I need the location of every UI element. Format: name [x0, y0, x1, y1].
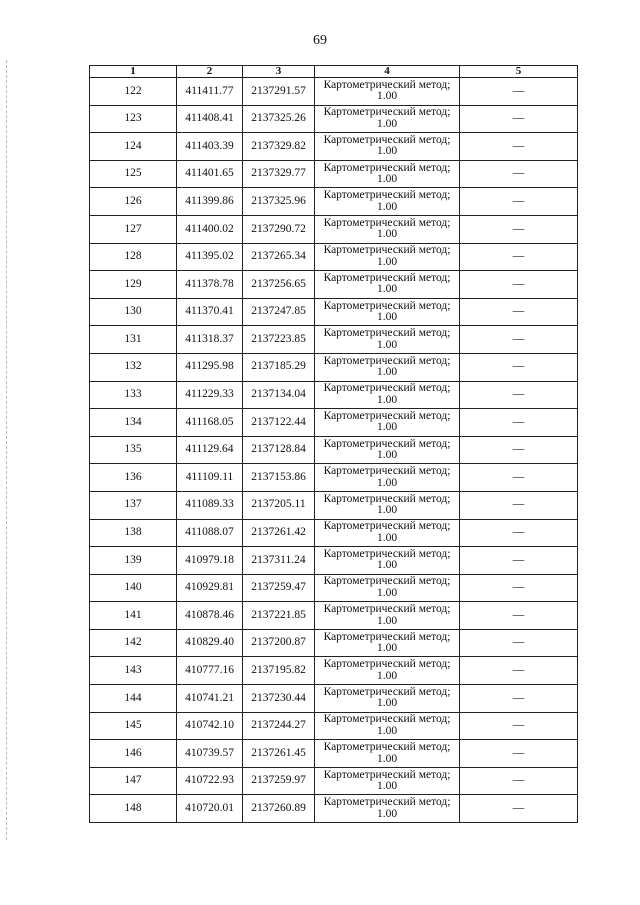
method-accuracy: 1.00	[376, 697, 398, 710]
column-5-cell: —	[460, 381, 578, 409]
column-5-cell: —	[460, 547, 578, 575]
method-accuracy: 1.00	[376, 228, 398, 241]
point-number-cell: 145	[90, 712, 177, 740]
x-coordinate-cell: 410929.81	[177, 574, 243, 602]
method-cell	[315, 215, 460, 243]
method-text: Картометрический метод;	[323, 658, 451, 671]
point-number-cell: 147	[90, 767, 177, 795]
method-cell	[315, 657, 460, 685]
table-row	[90, 629, 578, 657]
method-accuracy: 1.00	[376, 90, 398, 103]
table-row	[90, 740, 578, 768]
method-text: Картометрический метод;	[323, 409, 451, 422]
method-text: Картометрический метод;	[323, 768, 451, 781]
method-text: Картометрический метод;	[323, 575, 451, 588]
x-coordinate-cell: 410777.16	[177, 657, 243, 685]
y-coordinate-cell: 2137247.85	[243, 298, 315, 326]
y-coordinate-cell: 2137200.87	[243, 629, 315, 657]
method-cell	[315, 353, 460, 381]
method-accuracy: 1.00	[376, 393, 398, 406]
method-accuracy: 1.00	[376, 366, 398, 379]
method-cell	[315, 160, 460, 188]
method-text: Картометрический метод;	[323, 603, 451, 616]
coordinates-table	[89, 65, 578, 823]
y-coordinate-cell: 2137259.97	[243, 767, 315, 795]
method-text: Картометрический метод;	[323, 161, 451, 174]
table-row	[90, 436, 578, 464]
y-coordinate-cell: 2137153.86	[243, 464, 315, 492]
point-number-cell: 140	[90, 574, 177, 602]
method-accuracy: 1.00	[376, 200, 398, 213]
x-coordinate-cell: 410720.01	[177, 795, 243, 823]
table-row	[90, 215, 578, 243]
point-number-cell: 142	[90, 629, 177, 657]
method-cell	[315, 574, 460, 602]
method-cell	[315, 243, 460, 271]
method-cell	[315, 381, 460, 409]
point-number-cell: 131	[90, 326, 177, 354]
table-body	[90, 78, 578, 823]
method-accuracy: 1.00	[376, 752, 398, 765]
y-coordinate-cell: 2137325.26	[243, 105, 315, 133]
method-cell	[315, 271, 460, 299]
table-row	[90, 795, 578, 823]
table-row	[90, 326, 578, 354]
y-coordinate-cell: 2137134.04	[243, 381, 315, 409]
column-5-cell: —	[460, 409, 578, 437]
column-5-cell: —	[460, 657, 578, 685]
column-5-cell: —	[460, 491, 578, 519]
point-number-cell: 146	[90, 740, 177, 768]
method-text: Картометрический метод;	[323, 106, 451, 119]
x-coordinate-cell: 410742.10	[177, 712, 243, 740]
column-5-cell: —	[460, 767, 578, 795]
column-5-cell: —	[460, 326, 578, 354]
method-accuracy: 1.00	[376, 586, 398, 599]
method-text: Картометрический метод;	[323, 216, 451, 229]
method-accuracy: 1.00	[376, 614, 398, 627]
table-row	[90, 602, 578, 630]
x-coordinate-cell: 411395.02	[177, 243, 243, 271]
x-coordinate-cell: 411089.33	[177, 491, 243, 519]
method-text: Картометрический метод;	[323, 520, 451, 533]
method-text: Картометрический метод;	[323, 354, 451, 367]
table-row	[90, 188, 578, 216]
point-number-cell: 122	[90, 78, 177, 106]
point-number-cell: 141	[90, 602, 177, 630]
table-row	[90, 105, 578, 133]
point-number-cell: 137	[90, 491, 177, 519]
method-cell	[315, 188, 460, 216]
x-coordinate-cell: 411109.11	[177, 464, 243, 492]
method-text: Картометрический метод;	[323, 133, 451, 146]
point-number-cell: 125	[90, 160, 177, 188]
method-accuracy: 1.00	[376, 559, 398, 572]
y-coordinate-cell: 2137329.77	[243, 160, 315, 188]
point-number-cell: 123	[90, 105, 177, 133]
point-number-cell: 132	[90, 353, 177, 381]
method-cell	[315, 740, 460, 768]
x-coordinate-cell: 411400.02	[177, 215, 243, 243]
method-text: Картометрический метод;	[323, 382, 451, 395]
column-5-cell: —	[460, 519, 578, 547]
y-coordinate-cell: 2137221.85	[243, 602, 315, 630]
column-5-cell: —	[460, 629, 578, 657]
column-5-cell: —	[460, 740, 578, 768]
method-cell	[315, 547, 460, 575]
y-coordinate-cell: 2137223.85	[243, 326, 315, 354]
column-5-cell: —	[460, 795, 578, 823]
method-accuracy: 1.00	[376, 255, 398, 268]
y-coordinate-cell: 2137195.82	[243, 657, 315, 685]
y-coordinate-cell: 2137230.44	[243, 685, 315, 713]
y-coordinate-cell: 2137261.42	[243, 519, 315, 547]
column-header-5: 5	[460, 66, 578, 78]
point-number-cell: 124	[90, 133, 177, 161]
x-coordinate-cell: 410739.57	[177, 740, 243, 768]
y-coordinate-cell: 2137261.45	[243, 740, 315, 768]
x-coordinate-cell: 411088.07	[177, 519, 243, 547]
column-5-cell: —	[460, 215, 578, 243]
method-text: Картометрический метод;	[323, 271, 451, 284]
x-coordinate-cell: 411295.98	[177, 353, 243, 381]
table-row	[90, 409, 578, 437]
column-5-cell: —	[460, 436, 578, 464]
table-row	[90, 353, 578, 381]
method-accuracy: 1.00	[376, 724, 398, 737]
table-row	[90, 464, 578, 492]
point-number-cell: 139	[90, 547, 177, 575]
method-cell	[315, 519, 460, 547]
x-coordinate-cell: 411129.64	[177, 436, 243, 464]
method-accuracy: 1.00	[376, 421, 398, 434]
point-number-cell: 136	[90, 464, 177, 492]
method-accuracy: 1.00	[376, 780, 398, 793]
method-text: Картометрический метод;	[323, 547, 451, 560]
table-row	[90, 298, 578, 326]
method-text: Картометрический метод;	[323, 796, 451, 809]
method-text: Картометрический метод;	[323, 299, 451, 312]
table-row	[90, 574, 578, 602]
y-coordinate-cell: 2137311.24	[243, 547, 315, 575]
point-number-cell: 128	[90, 243, 177, 271]
method-text: Картометрический метод;	[323, 78, 451, 91]
method-cell	[315, 767, 460, 795]
method-text: Картометрический метод;	[323, 492, 451, 505]
y-coordinate-cell: 2137128.84	[243, 436, 315, 464]
column-5-cell: —	[460, 160, 578, 188]
column-5-cell: —	[460, 574, 578, 602]
point-number-cell: 138	[90, 519, 177, 547]
table-row	[90, 243, 578, 271]
x-coordinate-cell: 411411.77	[177, 78, 243, 106]
method-accuracy: 1.00	[376, 476, 398, 489]
x-coordinate-cell: 410829.40	[177, 629, 243, 657]
method-cell	[315, 133, 460, 161]
y-coordinate-cell: 2137329.82	[243, 133, 315, 161]
y-coordinate-cell: 2137256.65	[243, 271, 315, 299]
method-text: Картометрический метод;	[323, 630, 451, 643]
method-accuracy: 1.00	[376, 311, 398, 324]
table-row	[90, 381, 578, 409]
method-text: Картометрический метод;	[323, 685, 451, 698]
column-5-cell: —	[460, 188, 578, 216]
table-row	[90, 657, 578, 685]
column-5-cell: —	[460, 133, 578, 161]
x-coordinate-cell: 411408.41	[177, 105, 243, 133]
x-coordinate-cell: 411399.86	[177, 188, 243, 216]
x-coordinate-cell: 411168.05	[177, 409, 243, 437]
page-number: 69	[313, 33, 327, 48]
method-accuracy: 1.00	[376, 531, 398, 544]
y-coordinate-cell: 2137205.11	[243, 491, 315, 519]
table-row	[90, 547, 578, 575]
x-coordinate-cell: 410878.46	[177, 602, 243, 630]
column-5-cell: —	[460, 712, 578, 740]
column-5-cell: —	[460, 298, 578, 326]
method-text: Картометрический метод;	[323, 327, 451, 340]
method-text: Картометрический метод;	[323, 465, 451, 478]
y-coordinate-cell: 2137260.89	[243, 795, 315, 823]
method-cell	[315, 685, 460, 713]
method-cell	[315, 602, 460, 630]
method-cell	[315, 105, 460, 133]
method-text: Картометрический метод;	[323, 437, 451, 450]
x-coordinate-cell: 411318.37	[177, 326, 243, 354]
y-coordinate-cell: 2137259.47	[243, 574, 315, 602]
method-cell	[315, 409, 460, 437]
table-row	[90, 712, 578, 740]
column-5-cell: —	[460, 105, 578, 133]
table-row	[90, 685, 578, 713]
column-header-1: 1	[90, 66, 177, 78]
method-cell	[315, 795, 460, 823]
table-row	[90, 491, 578, 519]
method-text: Картометрический метод;	[323, 244, 451, 257]
x-coordinate-cell: 411378.78	[177, 271, 243, 299]
x-coordinate-cell: 410741.21	[177, 685, 243, 713]
column-header-4: 4	[315, 66, 460, 78]
point-number-cell: 127	[90, 215, 177, 243]
point-number-cell: 129	[90, 271, 177, 299]
method-accuracy: 1.00	[376, 173, 398, 186]
column-5-cell: —	[460, 271, 578, 299]
x-coordinate-cell: 411370.41	[177, 298, 243, 326]
method-cell	[315, 629, 460, 657]
table-header-row	[90, 66, 578, 78]
method-accuracy: 1.00	[376, 504, 398, 517]
table-row	[90, 767, 578, 795]
method-accuracy: 1.00	[376, 338, 398, 351]
y-coordinate-cell: 2137265.34	[243, 243, 315, 271]
point-number-cell: 134	[90, 409, 177, 437]
method-accuracy: 1.00	[376, 283, 398, 296]
column-5-cell: —	[460, 685, 578, 713]
method-cell	[315, 491, 460, 519]
column-5-cell: —	[460, 243, 578, 271]
table-row	[90, 78, 578, 106]
point-number-cell: 144	[90, 685, 177, 713]
column-5-cell: —	[460, 353, 578, 381]
column-5-cell: —	[460, 78, 578, 106]
table-row	[90, 519, 578, 547]
method-cell	[315, 326, 460, 354]
method-cell	[315, 712, 460, 740]
method-accuracy: 1.00	[376, 642, 398, 655]
method-accuracy: 1.00	[376, 117, 398, 130]
y-coordinate-cell: 2137325.96	[243, 188, 315, 216]
table-row	[90, 160, 578, 188]
method-cell	[315, 298, 460, 326]
y-coordinate-cell: 2137185.29	[243, 353, 315, 381]
method-accuracy: 1.00	[376, 669, 398, 682]
table-row	[90, 133, 578, 161]
column-header-2: 2	[177, 66, 243, 78]
column-5-cell: —	[460, 602, 578, 630]
x-coordinate-cell: 411229.33	[177, 381, 243, 409]
table-row	[90, 271, 578, 299]
point-number-cell: 130	[90, 298, 177, 326]
method-accuracy: 1.00	[376, 449, 398, 462]
y-coordinate-cell: 2137244.27	[243, 712, 315, 740]
point-number-cell: 143	[90, 657, 177, 685]
x-coordinate-cell: 411401.65	[177, 160, 243, 188]
method-cell	[315, 78, 460, 106]
y-coordinate-cell: 2137291.57	[243, 78, 315, 106]
method-accuracy: 1.00	[376, 807, 398, 820]
x-coordinate-cell: 410722.93	[177, 767, 243, 795]
y-coordinate-cell: 2137290.72	[243, 215, 315, 243]
x-coordinate-cell: 411403.39	[177, 133, 243, 161]
method-cell	[315, 436, 460, 464]
point-number-cell: 126	[90, 188, 177, 216]
method-text: Картометрический метод;	[323, 189, 451, 202]
point-number-cell: 135	[90, 436, 177, 464]
scan-margin-line	[6, 60, 8, 840]
point-number-cell: 148	[90, 795, 177, 823]
method-accuracy: 1.00	[376, 145, 398, 158]
column-header-3: 3	[243, 66, 315, 78]
method-text: Картометрический метод;	[323, 713, 451, 726]
method-text: Картометрический метод;	[323, 741, 451, 754]
column-5-cell: —	[460, 464, 578, 492]
y-coordinate-cell: 2137122.44	[243, 409, 315, 437]
method-cell	[315, 464, 460, 492]
point-number-cell: 133	[90, 381, 177, 409]
x-coordinate-cell: 410979.18	[177, 547, 243, 575]
